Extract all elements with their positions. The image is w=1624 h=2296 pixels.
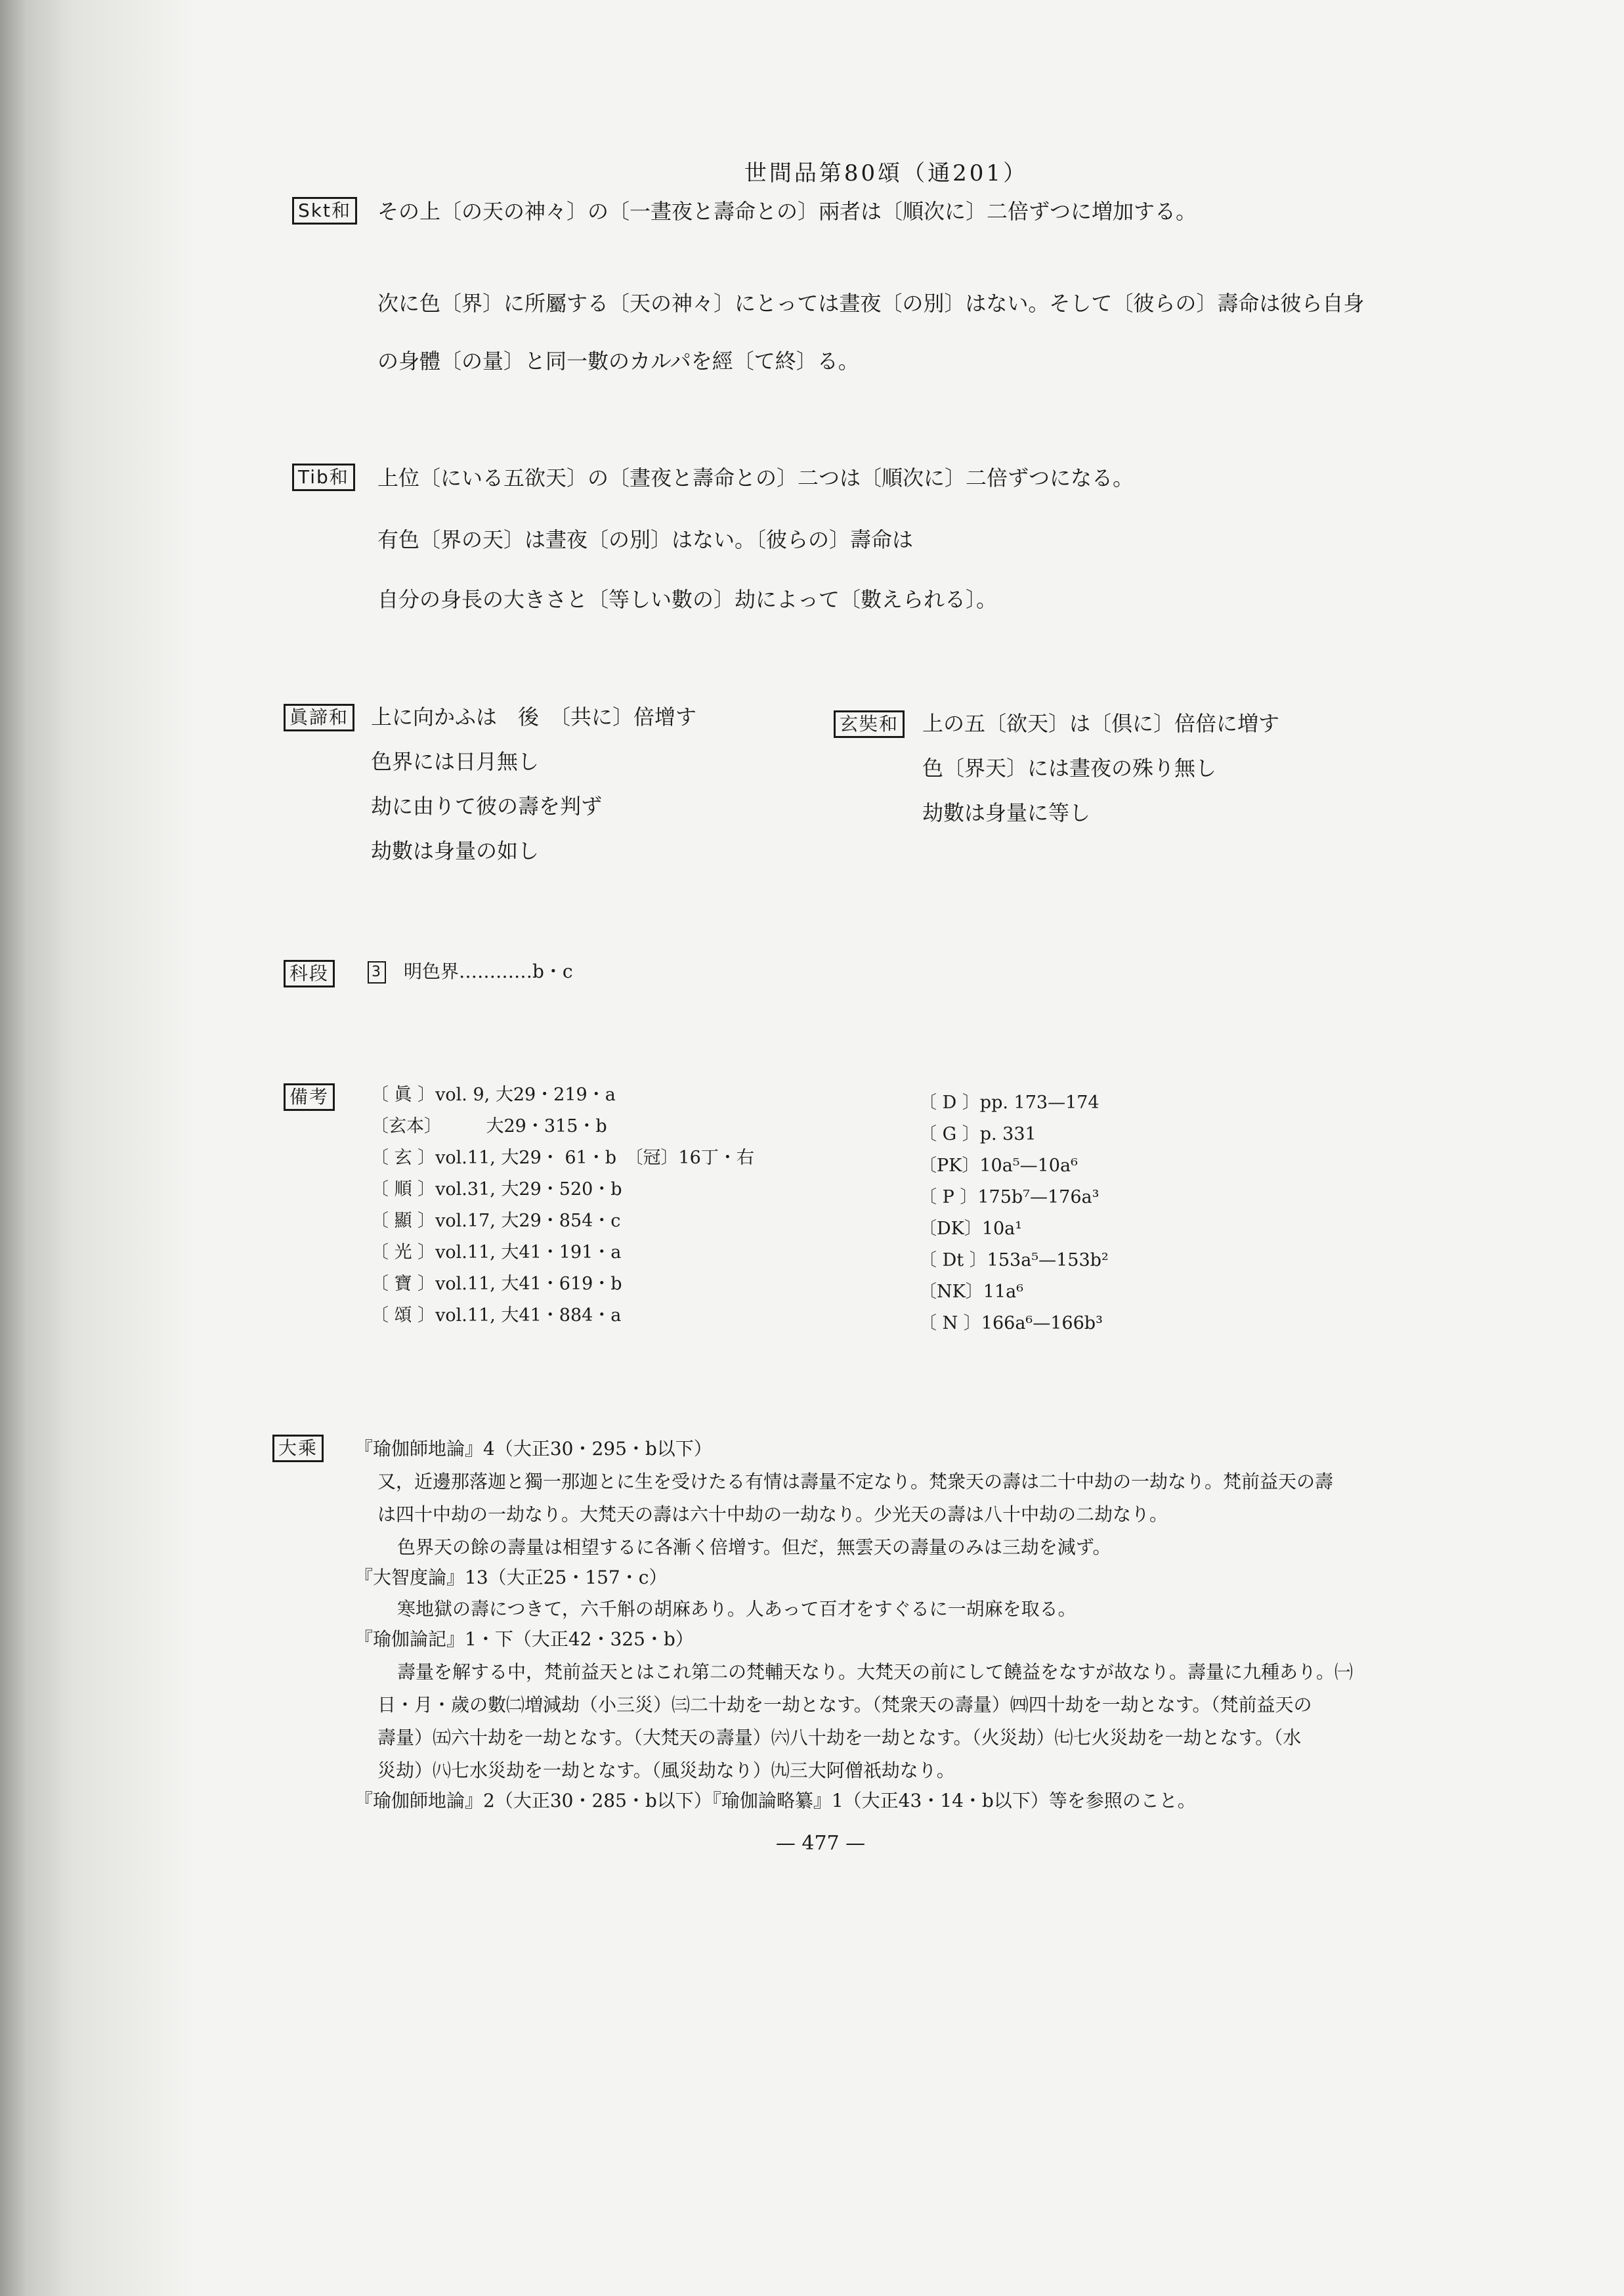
ref-gen: 〔 玄 〕vol.11, 大29・ 61・b 〔冠〕16丁・右 bbox=[371, 1148, 754, 1168]
mahayana-line-7: 『瑜伽論記』1・下（大正42・325・b） bbox=[354, 1628, 694, 1650]
ref-p: 〔 P 〕175b⁷—176a³ bbox=[919, 1187, 1100, 1207]
ref-d: 〔 D 〕pp. 173—174 bbox=[919, 1093, 1100, 1113]
shindai-line-4: 劫數は身量の如し bbox=[371, 838, 540, 863]
mahayana-line-4: 色界天の餘の壽量は相望するに各漸く倍增す。但だ，無雲天の壽量のみは三劫を減ず。 bbox=[397, 1536, 1111, 1558]
ref-genpon: 〔玄本〕 大29・315・b bbox=[371, 1116, 607, 1137]
mahayana-line-6: 寒地獄の壽につきて，六千斛の胡麻あり。人あって百才をすぐるに一胡麻を取る。 bbox=[397, 1598, 1077, 1620]
shindai-line-3: 劫に由りて彼の壽を判ず bbox=[371, 794, 603, 819]
ref-dk: 〔DK〕10a¹ bbox=[919, 1219, 1023, 1239]
mahayana-line-8: 壽量を解する中，梵前益天とはこれ第二の梵輔天なり。大梵天の前にして饒益をなすが故なり。壽量に九種あり。㈠ bbox=[397, 1661, 1354, 1683]
tib-label: Tib和 bbox=[292, 464, 355, 491]
ref-ko: 〔 光 〕vol.11, 大41・191・a bbox=[371, 1242, 622, 1263]
genjo-line-1: 上の五〔欲天〕は〔倶に〕倍倍に増す bbox=[922, 711, 1280, 736]
page-number: — 477 — bbox=[775, 1832, 866, 1855]
kadan-number: 3 bbox=[368, 961, 386, 984]
biko-label: 備考 bbox=[284, 1083, 335, 1111]
mahayana-line-1: 『瑜伽師地論』4（大正30・295・b以下） bbox=[354, 1438, 712, 1460]
ref-pk: 〔PK〕10a⁵—10a⁶ bbox=[919, 1156, 1078, 1176]
mahayana-line-11: 災劫）㈧七水災劫を一劫となす。（風災劫なり）㈨三大阿僧祇劫なり。 bbox=[377, 1760, 955, 1781]
genjo-line-3: 劫數は身量に等し bbox=[922, 800, 1091, 825]
skt-line-2: 次に色〔界〕に所屬する〔天の神々〕にとっては晝夜〔の別〕はない。そして〔彼らの〕壽命は彼ら自身 bbox=[377, 291, 1365, 316]
tib-line-2: 有色〔界の天〕は晝夜〔の別〕はない。〔彼らの〕壽命は bbox=[377, 527, 914, 552]
genjo-verse bbox=[922, 710, 1279, 844]
shindai-label: 眞諦和 bbox=[284, 704, 354, 731]
skt-line-3: の身體〔の量〕と同一數のカルパを經〔て終〕る。 bbox=[377, 349, 859, 374]
mahayana-line-5: 『大智度論』13（大正25・157・c） bbox=[354, 1567, 668, 1588]
kadan-label: 科段 bbox=[284, 960, 335, 987]
mahayana-line-12: 『瑜伽師地論』2（大正30・285・b以下）『瑜伽論略纂』1（大正43・14・b以下）等を参照のこと。 bbox=[354, 1790, 1196, 1811]
ref-ju: 〔 頌 〕vol.11, 大41・884・a bbox=[371, 1305, 622, 1326]
mahayana-label: 大乘 bbox=[272, 1435, 324, 1462]
ref-shin: 〔 眞 〕vol. 9, 大29・219・a bbox=[371, 1085, 616, 1105]
ref-nk: 〔NK〕11a⁶ bbox=[919, 1282, 1024, 1302]
kadan-text: 明色界…………b・c bbox=[404, 961, 573, 982]
shindai-verse bbox=[371, 704, 696, 882]
tib-line-1: 上位〔にいる五欲天〕の〔晝夜と壽命との〕二つは〔順次に〕二倍ずつになる。 bbox=[377, 466, 1134, 490]
mahayana-line-9: 日・月・歲の數㈡増減劫（小三災）㈢二十劫を一劫となす。（梵衆天の壽量）㈣四十劫を一劫となす。（梵前益天の bbox=[377, 1694, 1312, 1716]
ref-g: 〔 G 〕p. 331 bbox=[919, 1124, 1036, 1144]
skt-label: Skt和 bbox=[292, 197, 357, 225]
shindai-line-2: 色界には日月無し bbox=[371, 749, 540, 774]
ref-jun: 〔 順 〕vol.31, 大29・520・b bbox=[371, 1179, 622, 1200]
binding-shadow bbox=[0, 0, 197, 2296]
page-header: 世間品第80頌（通201） bbox=[744, 160, 1029, 186]
genjo-label: 玄奘和 bbox=[834, 710, 905, 738]
mahayana-line-3: は四十中劫の一劫なり。大梵天の壽は六十中劫の一劫なり。少光天の壽は八十中劫の二劫なり。 bbox=[377, 1504, 1168, 1525]
ref-ken: 〔 顯 〕vol.17, 大29・854・c bbox=[371, 1211, 621, 1231]
ref-dt: 〔 Dt 〕153a⁵—153b² bbox=[919, 1250, 1109, 1270]
tib-line-3: 自分の身長の大きさと〔等しい數の〕劫によって〔數えられる〕。 bbox=[377, 587, 998, 612]
skt-line-1: その上〔の天の神々〕の〔一晝夜と壽命との〕兩者は〔順次に〕二倍ずつに増加する。 bbox=[377, 199, 1197, 224]
genjo-line-2: 色〔界天〕には晝夜の殊り無し bbox=[922, 756, 1217, 781]
ref-n: 〔 N 〕166a⁶—166b³ bbox=[919, 1313, 1103, 1333]
mahayana-line-10: 壽量）㈤六十劫を一劫となす。（大梵天の壽量）㈥八十劫を一劫となす。（火災劫）㈦七火災劫を一劫となす。（水 bbox=[377, 1727, 1302, 1748]
shindai-line-1: 上に向かふは 後 〔共に〕倍增す bbox=[371, 704, 697, 729]
ref-ho: 〔 寶 〕vol.11, 大41・619・b bbox=[371, 1274, 622, 1294]
mahayana-line-2: 又，近邊那落迦と獨一那迦とに生を受けたる有情は壽量不定なり。梵衆天の壽は二十中劫の一劫なり。梵前益天の壽 bbox=[377, 1471, 1334, 1492]
